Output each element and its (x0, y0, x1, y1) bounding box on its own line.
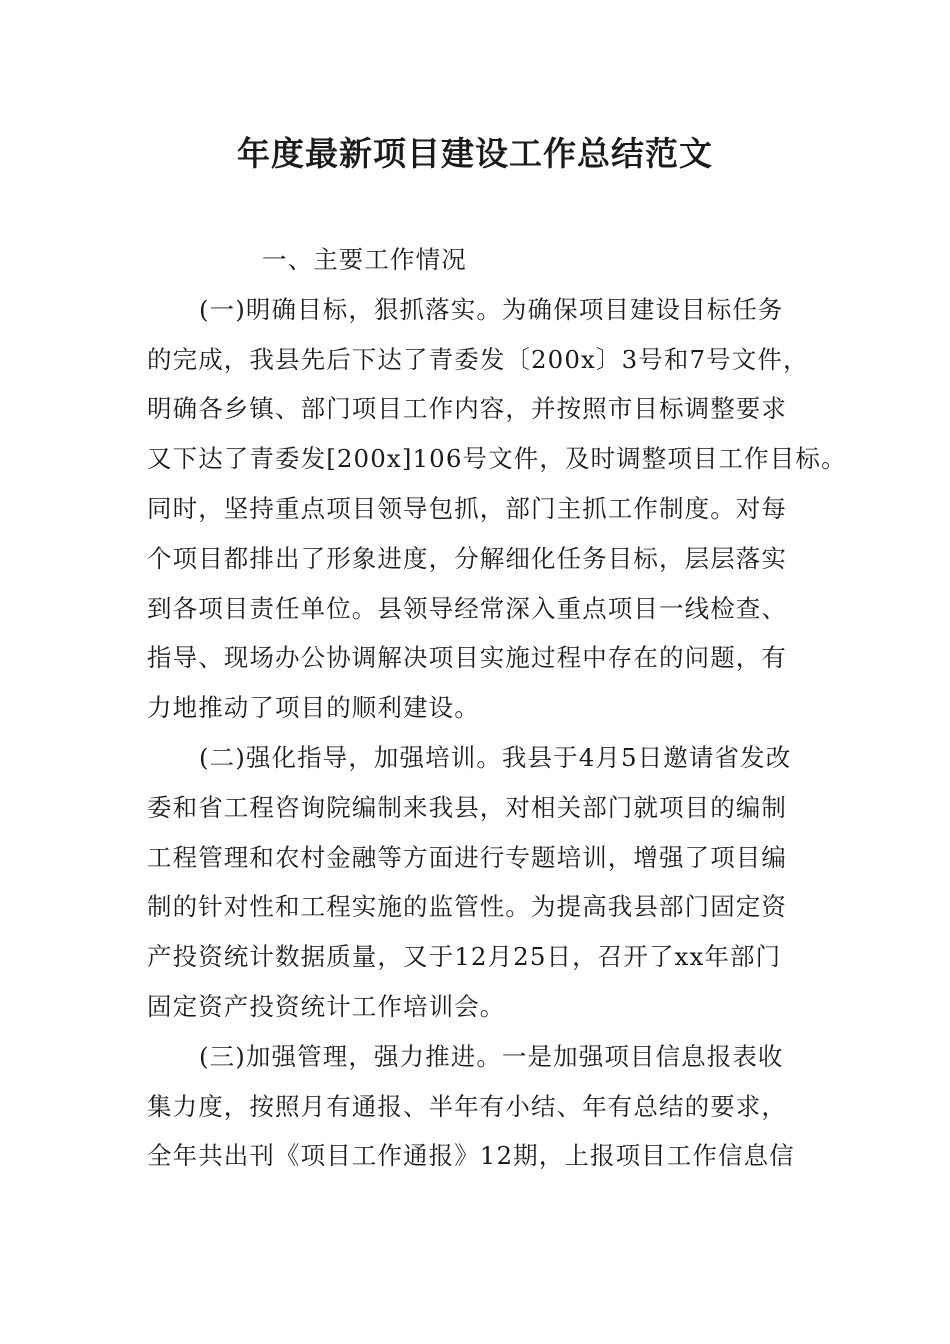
paragraph-line: 的完成，我县先后下达了青委发〔200x〕3号和7号文件， (147, 344, 809, 374)
paragraph-line: 全年共出刊《项目工作通报》12期，上报项目工作信息信 (147, 1141, 795, 1171)
paragraph-line: 力地推动了项目的顺利建设。 (147, 693, 480, 723)
paragraph-line: 指导、现场办公协调解决项目实施过程中存在的问题，有 (147, 643, 787, 673)
paragraph-line: 又下达了青委发[200x]106号文件，及时调整项目工作目标。 (147, 444, 847, 474)
paragraph-line: (三)加强管理，强力推进。一是加强项目信息报表收 (199, 1041, 784, 1071)
paragraph-line: 同时，坚持重点项目领导包抓，部门主抓工作制度。对每 (147, 493, 787, 523)
paragraph-line: 工程管理和农村金融等方面进行专题培训，增强了项目编 (147, 842, 787, 872)
paragraph-line: 制的针对性和工程实施的监管性。为提高我县部门固定资 (147, 892, 787, 922)
paragraph-line: (二)强化指导，加强培训。我县于4月5日邀请省发改 (199, 742, 792, 772)
paragraph-line: 集力度，按照月有通报、半年有小结、年有总结的要求， (147, 1091, 787, 1121)
paragraph-line: 个项目都排出了形象进度，分解细化任务目标，层层落实 (147, 543, 787, 573)
section-heading: 一、主要工作情况 (262, 245, 467, 274)
paragraph-line: 明确各乡镇、部门项目工作内容，并按照市目标调整要求 (147, 394, 787, 424)
paragraph-line: (一)明确目标，狠抓落实。为确保项目建设目标任务 (199, 294, 784, 324)
paragraph-line: 到各项目责任单位。县领导经常深入重点项目一线检查、 (147, 593, 787, 623)
document-body (147, 235, 847, 1181)
paragraph-line: 产投资统计数据质量，又于12月25日，召开了xx年部门 (147, 942, 782, 972)
paragraph-line: 固定资产投资统计工作培训会。 (147, 991, 506, 1021)
paragraph-line: 委和省工程咨询院编制来我县，对相关部门就项目的编制 (147, 792, 787, 822)
document-title: 年度最新项目建设工作总结范文 (237, 134, 713, 173)
